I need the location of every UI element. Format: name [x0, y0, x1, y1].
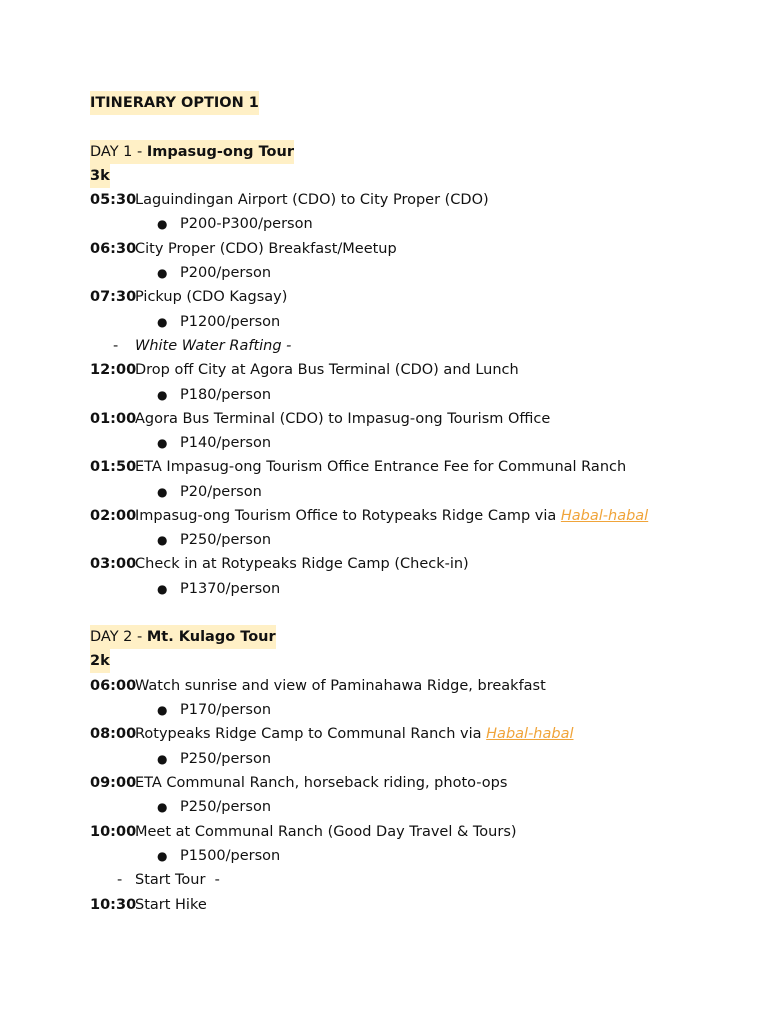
price-item: [0, 844, 768, 868]
schedule-entry: [0, 504, 768, 528]
day-1-heading: [0, 140, 768, 164]
schedule-entry: [0, 674, 768, 698]
day-1-distance-row: [0, 164, 768, 188]
bullet-icon: ●: [157, 388, 168, 402]
price-item: [0, 310, 768, 334]
schedule-entry: [0, 893, 768, 917]
entry-description: Watch sunrise and view of Paminahawa Ridge, breakfast: [135, 678, 546, 694]
entry-time: 10:00: [90, 824, 137, 840]
title-row: [0, 91, 768, 115]
day-1-distance: 3k: [90, 164, 110, 188]
entry-price: P200-P300/person: [180, 216, 313, 232]
entry-description: Drop off City at Agora Bus Terminal (CDO) and Lunch: [135, 362, 519, 378]
day-1-name: Impasug-ong Tour: [146, 144, 294, 160]
bullet-icon: ●: [157, 582, 168, 596]
price-item: [0, 577, 768, 601]
price-item: [0, 747, 768, 771]
habal-habal-link[interactable]: Habal-habal: [486, 726, 574, 742]
entry-price: P1200/person: [180, 314, 281, 330]
activity-note: [0, 334, 768, 358]
entry-description: Agora Bus Terminal (CDO) to Impasug-ong Tourism Office: [135, 411, 551, 427]
entry-time: 06:00: [90, 678, 137, 694]
schedule-entry: [0, 552, 768, 576]
itinerary-title: ITINERARY OPTION 1: [90, 91, 259, 115]
entry-description: Start Hike: [135, 897, 207, 913]
note-text: Start Tour -: [135, 872, 220, 888]
entry-time: 02:00: [90, 508, 137, 524]
entry-price: P140/person: [180, 435, 272, 451]
day-2-distance: 2k: [90, 649, 110, 673]
habal-habal-link[interactable]: Habal-habal: [560, 508, 649, 524]
entry-time: 08:00: [90, 726, 137, 742]
bullet-icon: ●: [157, 266, 168, 280]
schedule-entry: [0, 820, 768, 844]
bullet-icon: ●: [157, 217, 168, 231]
schedule-entry: [0, 771, 768, 795]
entry-description: Rotypeaks Ridge Camp to Communal Ranch via: [135, 726, 487, 742]
schedule-entry: [0, 722, 768, 746]
bullet-icon: ●: [157, 703, 168, 717]
entry-time: 01:50: [90, 459, 137, 475]
bullet-icon: ●: [157, 485, 168, 499]
entry-time: 07:30: [90, 289, 137, 305]
entry-time: 01:00: [90, 411, 137, 427]
bullet-icon: ●: [157, 849, 168, 863]
entry-description: Impasug-ong Tourism Office to Rotypeaks Ridge Camp via: [135, 508, 561, 524]
bullet-icon: ●: [157, 752, 168, 766]
entry-price: P250/person: [180, 799, 272, 815]
bullet-icon: ●: [157, 315, 168, 329]
entry-price: P250/person: [180, 532, 272, 548]
price-item: [0, 431, 768, 455]
entry-description: ETA Communal Ranch, horseback riding, photo-ops: [135, 775, 508, 791]
dash-marker: -: [117, 872, 123, 888]
entry-time: 10:30: [90, 897, 137, 913]
entry-price: P1370/person: [180, 581, 281, 597]
schedule-entry: [0, 285, 768, 309]
entry-description: City Proper (CDO) Breakfast/Meetup: [135, 241, 397, 257]
entry-time: 06:30: [90, 241, 137, 257]
schedule-entry: [0, 237, 768, 261]
entry-price: P200/person: [180, 265, 272, 281]
entry-price: P20/person: [180, 484, 262, 500]
entry-description: Laguindingan Airport (CDO) to City Proper (CDO): [135, 192, 489, 208]
entry-price: P170/person: [180, 702, 272, 718]
day-1-prefix: DAY 1 -: [90, 144, 147, 160]
price-item: [0, 528, 768, 552]
price-item: [0, 480, 768, 504]
entry-price: P1500/person: [180, 848, 281, 864]
entry-description: Check in at Rotypeaks Ridge Camp (Check-in): [135, 556, 469, 572]
entry-time: 12:00: [90, 362, 137, 378]
price-item: [0, 212, 768, 236]
note-text: White Water Rafting -: [135, 338, 292, 354]
entry-time: 03:00: [90, 556, 137, 572]
bullet-icon: ●: [157, 533, 168, 547]
schedule-entry: [0, 407, 768, 431]
entry-price: P250/person: [180, 751, 272, 767]
activity-note: [0, 868, 768, 892]
entry-description: ETA Impasug-ong Tourism Office Entrance Fee for Communal Ranch: [135, 459, 627, 475]
entry-time: 09:00: [90, 775, 137, 791]
day-2-prefix: DAY 2 -: [90, 629, 147, 645]
price-item: [0, 383, 768, 407]
bullet-icon: ●: [157, 436, 168, 450]
price-item: [0, 261, 768, 285]
price-item: [0, 795, 768, 819]
day-2-name: Mt. Kulago Tour: [146, 629, 276, 645]
day-2-heading: [0, 625, 768, 649]
entry-price: P180/person: [180, 387, 272, 403]
schedule-entry: [0, 188, 768, 212]
entry-description: Meet at Communal Ranch (Good Day Travel & Tours): [135, 824, 517, 840]
day-2-distance-row: [0, 649, 768, 673]
price-item: [0, 698, 768, 722]
dash-marker: -: [113, 338, 119, 354]
entry-time: 05:30: [90, 192, 137, 208]
bullet-icon: ●: [157, 800, 168, 814]
entry-description: Pickup (CDO Kagsay): [135, 289, 288, 305]
schedule-entry: [0, 358, 768, 382]
schedule-entry: [0, 455, 768, 479]
